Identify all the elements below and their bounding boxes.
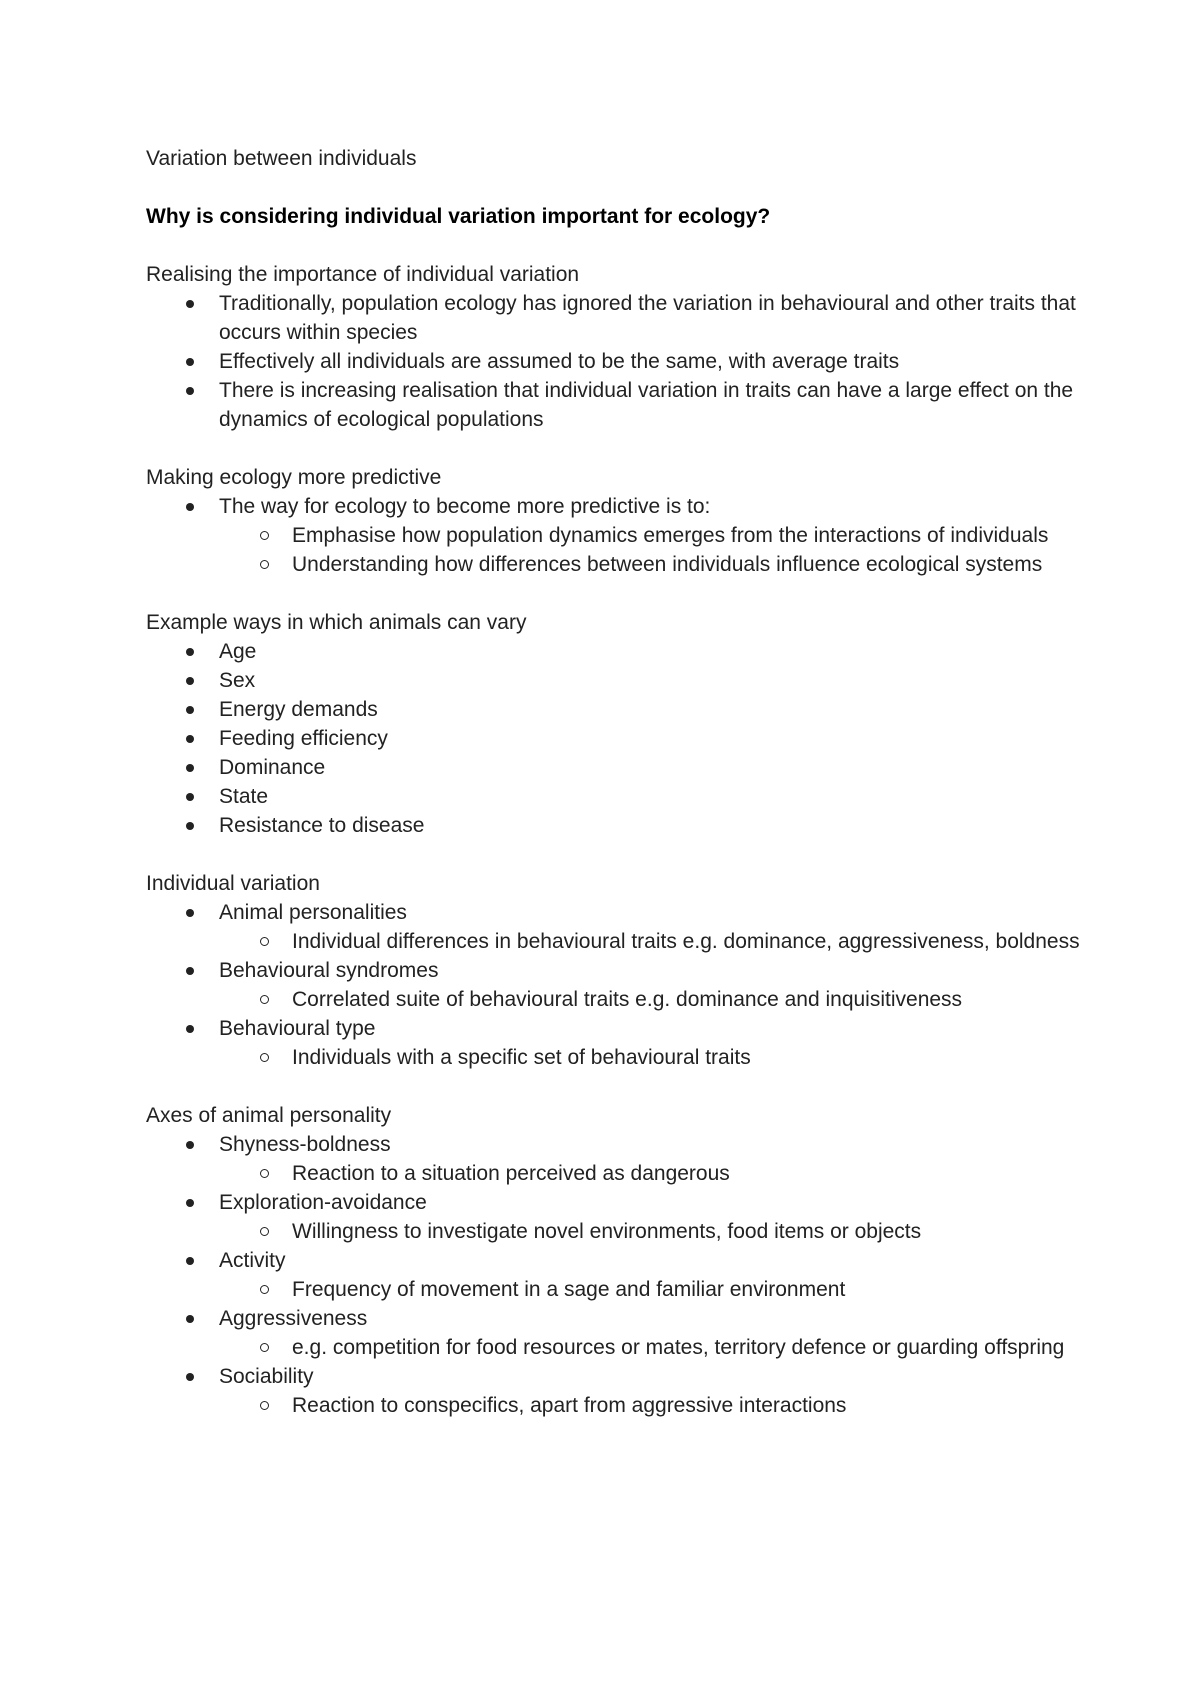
bullet-dot-icon: [186, 793, 194, 801]
list-item-text: Sociability: [219, 1365, 314, 1388]
list-item: [146, 1246, 1086, 1275]
bullet-circle-icon: [260, 1053, 269, 1062]
list-item-text: Sex: [219, 669, 256, 692]
list-item-text: Feeding efficiency: [219, 727, 388, 750]
bullet-dot-icon: [186, 503, 194, 511]
bullet-list: [146, 1130, 1086, 1420]
sub-list-item: [146, 1275, 1086, 1304]
bullet-circle-icon: [260, 1401, 269, 1410]
sub-list-item-text: Understanding how differences between individuals influence ecological systems: [292, 553, 1043, 576]
sub-list-item: [146, 521, 1086, 550]
list-item: [146, 492, 1086, 521]
list-item: [146, 956, 1086, 985]
bullet-circle-icon: [260, 995, 269, 1004]
list-item: [146, 753, 1086, 782]
bullet-dot-icon: [186, 1199, 194, 1207]
bullet-dot-icon: [186, 967, 194, 975]
document-title: Variation between individuals: [146, 147, 417, 170]
bullet-circle-icon: [260, 1285, 269, 1294]
list-item: [146, 347, 1086, 376]
document-question: Why is considering individual variation important for ecology?: [146, 205, 771, 228]
list-item: [146, 782, 1086, 811]
sub-list-item-text: Individuals with a specific set of behavioural traits: [292, 1046, 751, 1069]
list-item-text: Exploration-avoidance: [219, 1191, 427, 1214]
list-item-text: Aggressiveness: [219, 1307, 368, 1330]
list-item: [146, 811, 1086, 840]
list-item-text: Effectively all individuals are assumed to be the same, with average traits: [219, 350, 900, 373]
sub-list-item-text: Reaction to a situation perceived as dangerous: [292, 1162, 730, 1185]
list-item-text: The way for ecology to become more predictive is to:: [219, 495, 711, 518]
spacer: [146, 173, 1086, 202]
list-item-text: Age: [219, 640, 257, 663]
bullet-circle-icon: [260, 560, 269, 569]
list-item-text: Energy demands: [219, 698, 378, 721]
sub-list-item: [146, 985, 1086, 1014]
list-item: [146, 1014, 1086, 1043]
bullet-circle-icon: [260, 937, 269, 946]
list-item-text: Activity: [219, 1249, 286, 1272]
bullet-list: [146, 898, 1086, 1072]
list-item-text: Behavioural type: [219, 1017, 376, 1040]
list-item: [146, 289, 1086, 347]
sub-list-item-text: Reaction to conspecifics, apart from aggressive interactions: [292, 1394, 847, 1417]
list-item: [146, 637, 1086, 666]
sub-list-item-text: Frequency of movement in a sage and familiar environment: [292, 1278, 846, 1301]
list-item: [146, 666, 1086, 695]
list-item: [146, 376, 1086, 434]
bullet-circle-icon: [260, 1343, 269, 1352]
list-item: [146, 1362, 1086, 1391]
sub-list-item-text: Correlated suite of behavioural traits e.g. dominance and inquisitiveness: [292, 988, 963, 1011]
bullet-dot-icon: [186, 1257, 194, 1265]
bullet-circle-icon: [260, 531, 269, 540]
list-item: [146, 1130, 1086, 1159]
bullet-dot-icon: [186, 1373, 194, 1381]
bullet-dot-icon: [186, 677, 194, 685]
bullet-dot-icon: [186, 300, 194, 308]
spacer: [146, 231, 1086, 260]
sub-list-item: [146, 1333, 1086, 1362]
list-item-text: State: [219, 785, 269, 808]
section-heading: Axes of animal personality: [146, 1104, 392, 1127]
section-heading: Realising the importance of individual variation: [146, 263, 580, 286]
bullet-dot-icon: [186, 706, 194, 714]
sub-list-item: [146, 927, 1086, 956]
list-item: [146, 1188, 1086, 1217]
bullet-dot-icon: [186, 648, 194, 656]
sub-list-item-text: Willingness to investigate novel environments, food items or objects: [292, 1220, 922, 1243]
list-item-text: Animal personalities: [219, 901, 407, 924]
list-item-text: Shyness-boldness: [219, 1133, 391, 1156]
sub-list-item: [146, 1043, 1086, 1072]
sub-list-item: [146, 1391, 1086, 1420]
spacer: [146, 840, 1086, 869]
bullet-list: [146, 492, 1086, 579]
bullet-circle-icon: [260, 1169, 269, 1178]
list-item: [146, 695, 1086, 724]
sub-list-item-text: e.g. competition for food resources or mates, territory defence or guarding offspring: [292, 1336, 1065, 1359]
section-heading: Example ways in which animals can vary: [146, 611, 527, 634]
spacer: [146, 1072, 1086, 1101]
bullet-dot-icon: [186, 1315, 194, 1323]
bullet-dot-icon: [186, 764, 194, 772]
list-item: [146, 1304, 1086, 1333]
bullet-dot-icon: [186, 735, 194, 743]
sub-list-item-text: Individual differences in behavioural traits e.g. dominance, aggressiveness, boldness: [292, 930, 1080, 953]
list-item-text: Traditionally, population ecology has ignored the variation in behavioural and other traits that occurs within species: [219, 292, 1076, 344]
spacer: [146, 579, 1086, 608]
bullet-dot-icon: [186, 909, 194, 917]
bullet-dot-icon: [186, 358, 194, 366]
list-item-text: Behavioural syndromes: [219, 959, 439, 982]
list-item: [146, 724, 1086, 753]
spacer: [146, 434, 1086, 463]
sub-list-item-text: Emphasise how population dynamics emerges from the interactions of individuals: [292, 524, 1049, 547]
sub-list-item: [146, 550, 1086, 579]
bullet-list: [146, 289, 1086, 434]
sub-list-item: [146, 1217, 1086, 1246]
list-item-text: Resistance to disease: [219, 814, 425, 837]
bullet-dot-icon: [186, 822, 194, 830]
document-page: [146, 144, 1086, 1420]
bullet-dot-icon: [186, 387, 194, 395]
document-body: [146, 260, 1086, 1420]
list-item-text: Dominance: [219, 756, 326, 779]
bullet-dot-icon: [186, 1141, 194, 1149]
section-heading: Individual variation: [146, 872, 320, 895]
bullet-dot-icon: [186, 1025, 194, 1033]
list-item: [146, 898, 1086, 927]
sub-list-item: [146, 1159, 1086, 1188]
list-item-text: There is increasing realisation that individual variation in traits can have a large effect on the dynamics of ecological populations: [219, 379, 1074, 431]
bullet-list: [146, 637, 1086, 840]
bullet-circle-icon: [260, 1227, 269, 1236]
section-heading: Making ecology more predictive: [146, 466, 442, 489]
